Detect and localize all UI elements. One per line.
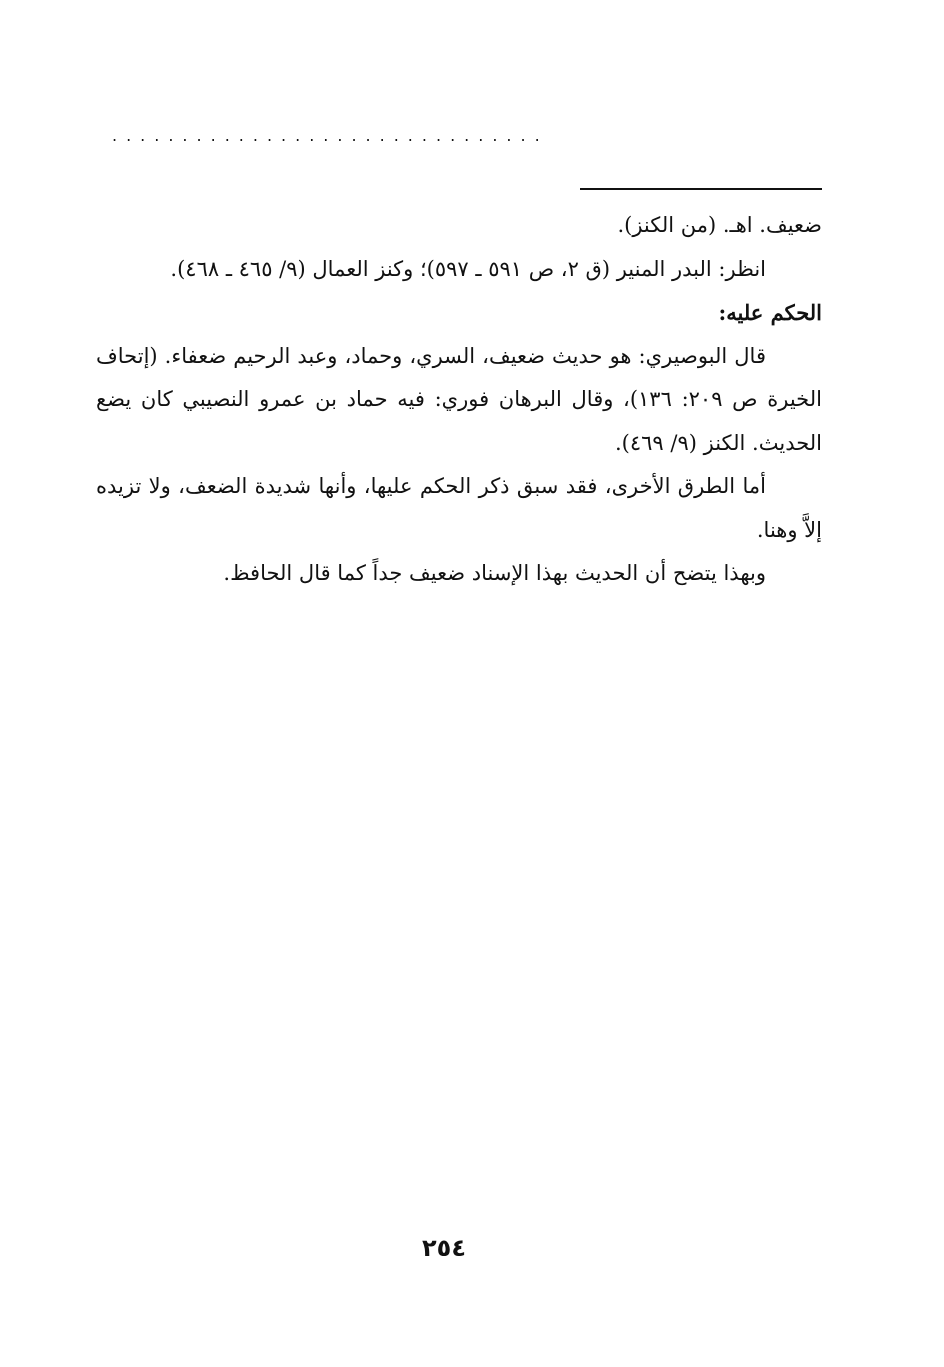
page-body xyxy=(96,204,822,596)
ruling-paragraph-1: قال البوصيري: هو حديث ضعيف، السري، وحماد، وعبد الرحيم ضعفاء. (إتحاف الخيرة ص ٢٠٩: ١٣٦)، وقال البرهان فوري: فيه حماد بن عمرو النصيبي كان يضع الحديث. الكنز (٩/ ٤٦٩). xyxy=(96,343,822,455)
footnote-line-1: ضعيف. اهـ. (من الكنز). xyxy=(617,213,822,237)
footnote-line-2: انظر: البدر المنير (ق ٢، ص ٥٩١ ـ ٥٩٧)؛ وكنز العمال (٩/ ٤٦٥ ـ ٤٦٨). xyxy=(170,256,766,281)
ruling-heading: الحكم عليه: xyxy=(718,300,822,325)
ruling-paragraph-2: أما الطرق الأخرى، فقد سبق ذكر الحكم عليها، وأنها شديدة الضعف، ولا تزيده إلاَّ وهنا. xyxy=(96,474,822,542)
ruling-paragraph-3: وبهذا يتضح أن الحديث بهذا الإسناد ضعيف جداً كما قال الحافظ. xyxy=(223,561,766,585)
dotted-separator: ............................... xyxy=(112,126,549,145)
page-number: ٢٥٤ xyxy=(422,1234,466,1262)
footnote-rule xyxy=(580,188,822,190)
